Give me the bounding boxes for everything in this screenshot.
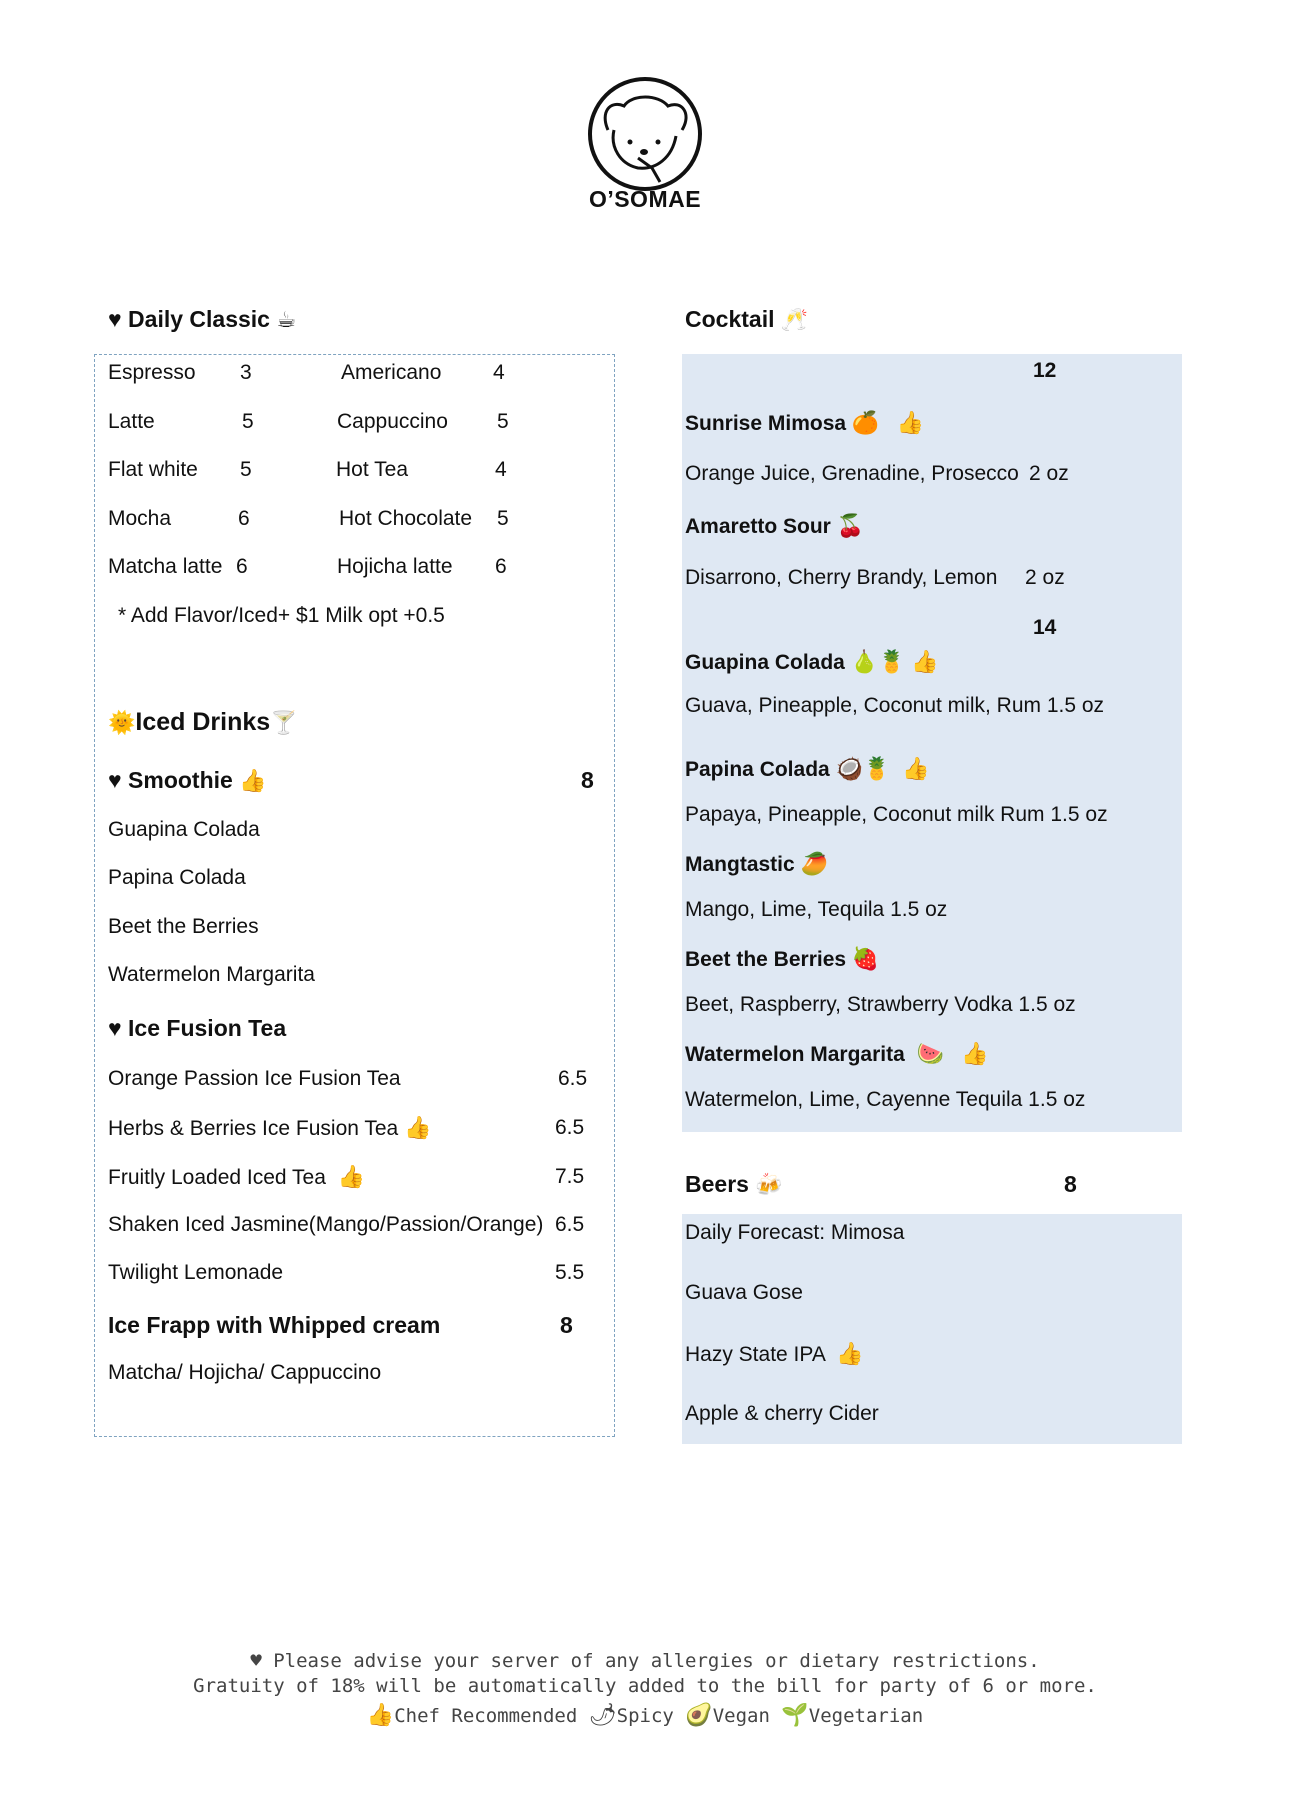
beers-heading <box>685 1171 783 1198</box>
beer-item: Guava Gose <box>685 1281 803 1304</box>
smoothie-item: Guapina Colada <box>108 818 260 841</box>
beer-item <box>685 1342 864 1367</box>
ice-frapp-options: Matcha/ Hojicha/ Cappuccino <box>108 1361 382 1384</box>
legend-label: Vegetarian <box>808 1705 924 1727</box>
smoothie-title: Smoothie <box>128 767 233 793</box>
cocktail-name: Watermelon Margarita <box>685 1043 905 1066</box>
cocktail-name: Sunrise Mimosa <box>685 412 847 435</box>
menu-item-price: 3 <box>240 361 252 384</box>
thumbs-up-icon: 👍 <box>337 1165 365 1190</box>
ice-frapp-price: 8 <box>560 1312 573 1338</box>
thumbs-up-icon: 👍 <box>836 1342 864 1367</box>
menu-item-name: Americano <box>341 361 442 384</box>
seedling-icon: 🌱 <box>781 1703 809 1728</box>
fusion-tea-item: Shaken Iced Jasmine(Mango/Passion/Orange) <box>108 1213 544 1236</box>
smoothie-heading <box>108 767 267 794</box>
menu-item-name: Flat white <box>108 458 198 481</box>
thumbs-up-icon: 👍 <box>896 411 925 436</box>
cocktail-name: Guapina Colada <box>685 651 845 674</box>
cocktail-title: Cocktail <box>685 306 775 332</box>
fusion-tea-item-name: Herbs & Berries Ice Fusion Tea <box>108 1117 399 1140</box>
cocktail-item-name <box>685 514 864 539</box>
cocktail-description: Disarrono, Cherry Brandy, Lemon <box>685 566 998 589</box>
menu-item-name: Hot Tea <box>336 458 408 481</box>
gratuity-notice: Gratuity of 18% will be automatically added to the bill for party of 6 or more. <box>193 1675 1097 1697</box>
menu-item-price: 6 <box>236 555 248 578</box>
strawberry-icon: 🍓 <box>851 947 880 972</box>
thumbs-up-icon: 👍 <box>961 1042 989 1067</box>
cocktail-description: Guava, Pineapple, Coconut milk, Rum 1.5 oz <box>685 694 1105 717</box>
menu-item-name: Latte <box>108 410 155 433</box>
fusion-tea-item: Twilight Lemonade <box>108 1261 284 1284</box>
beer-item-name: Hazy State IPA <box>685 1343 825 1366</box>
legend-label: Vegan <box>712 1705 770 1727</box>
menu-item-price: 6 <box>238 507 250 530</box>
menu-item-price: 4 <box>495 458 507 481</box>
heart-icon: ♥ <box>108 306 122 332</box>
cocktail-name: Amaretto Sour <box>685 515 831 538</box>
legend-label: Chef Recommended <box>394 1705 578 1727</box>
fusion-tea-price: 7.5 <box>555 1165 585 1188</box>
beers-price: 8 <box>1064 1171 1077 1197</box>
thumbs-up-icon: 👍 <box>902 757 930 782</box>
menu-item-name: Espresso <box>108 361 196 384</box>
thumbs-up-icon: 👍 <box>404 1116 432 1141</box>
beer-item: Apple & cherry Cider <box>685 1402 879 1425</box>
legend <box>0 1703 1290 1728</box>
cocktail-name: Mangtastic <box>685 853 795 876</box>
watermelon-icon: 🍉 <box>916 1042 944 1067</box>
fusion-tea-price: 6.5 <box>555 1213 585 1236</box>
heart-icon: ♥ <box>108 1015 122 1041</box>
daily-classic-heading <box>108 306 296 333</box>
cocktail-price-group: 12 <box>1033 359 1057 382</box>
daily-classic-title: Daily Classic <box>128 306 270 332</box>
beer-mugs-icon: 🍻 <box>755 1173 783 1198</box>
fusion-tea-item <box>108 1116 432 1141</box>
cocktail-description: Papaya, Pineapple, Coconut milk Rum 1.5 oz <box>685 803 1108 826</box>
menu-item-price: 5 <box>497 410 509 433</box>
heart-icon: ♥ <box>108 767 122 793</box>
sun-icon: 🌞 <box>108 711 136 736</box>
smoothie-item: Watermelon Margarita <box>108 963 315 986</box>
menu-item-name: Matcha latte <box>108 555 223 578</box>
thumbs-up-icon: 👍 <box>239 769 267 794</box>
fusion-tea-price: 5.5 <box>555 1261 585 1284</box>
cocktail-name: Papina Colada <box>685 758 830 781</box>
cocktail-description: Watermelon, Lime, Cayenne Tequila 1.5 oz <box>685 1088 1086 1111</box>
cocktail-heading <box>685 306 808 333</box>
menu-item-name: Hot Chocolate <box>339 507 473 530</box>
clinking-glasses-icon: 🥂 <box>780 308 809 333</box>
smoothie-item: Papina Colada <box>108 866 246 889</box>
menu-item-price: 5 <box>240 458 252 481</box>
cocktail-description: Mango, Lime, Tequila 1.5 oz <box>685 898 948 921</box>
ice-frapp-title: Ice Frapp with Whipped cream <box>108 1312 441 1338</box>
menu-item-name: Hojicha latte <box>337 555 453 578</box>
fusion-tea-item: Orange Passion Ice Fusion Tea <box>108 1067 401 1090</box>
smoothie-item: Beet the Berries <box>108 915 259 938</box>
ice-fusion-tea-title: Ice Fusion Tea <box>128 1015 287 1041</box>
cocktail-item-name <box>685 947 879 972</box>
fusion-tea-item-name: Fruitly Loaded Iced Tea <box>108 1166 326 1189</box>
beer-item: Daily Forecast: Mimosa <box>685 1221 905 1244</box>
guava-pineapple-icon: 🍐🍍 <box>850 650 906 675</box>
menu-item-name: Mocha <box>108 507 172 530</box>
mango-icon: 🥭 <box>800 852 828 877</box>
legend-label: Spicy <box>616 1705 674 1727</box>
avocado-icon: 🥑 <box>685 1703 713 1728</box>
smoothie-price: 8 <box>581 767 594 793</box>
menu-item-price: 5 <box>242 410 254 433</box>
iced-drinks-heading <box>108 708 298 737</box>
brand-name: O’SOMAE <box>588 186 702 212</box>
cocktail-amount: 2 oz <box>1029 462 1069 485</box>
fusion-tea-item <box>108 1165 365 1190</box>
cocktail-description: Beet, Raspberry, Strawberry Vodka 1.5 oz <box>685 993 1076 1016</box>
fusion-tea-price: 6.5 <box>558 1067 588 1090</box>
iced-drinks-title: Iced Drinks <box>135 708 271 736</box>
chili-pepper-icon: 🌶 <box>588 1703 617 1728</box>
ice-fusion-tea-heading <box>108 1015 286 1042</box>
menu-item-name: Cappuccino <box>337 410 448 433</box>
cocktail-item-name <box>685 411 924 436</box>
cocktail-item-name <box>685 852 828 877</box>
thumbs-up-icon: 👍 <box>366 1703 395 1728</box>
cocktail-name: Beet the Berries <box>685 948 847 971</box>
coconut-pineapple-icon: 🥥🍍 <box>835 757 891 782</box>
add-on-note: * Add Flavor/Iced+ $1 Milk opt +0.5 <box>118 604 445 627</box>
fusion-tea-price: 6.5 <box>555 1116 585 1139</box>
cocktail-glass-icon: 🍸 <box>270 711 298 736</box>
menu-item-price: 5 <box>497 507 509 530</box>
cocktail-item-name <box>685 1042 989 1067</box>
allergy-notice: ♥ Please advise your server of any allergies or dietary restrictions. <box>250 1650 1040 1672</box>
coffee-icon: ☕ <box>276 308 297 333</box>
beers-title: Beers <box>685 1171 749 1197</box>
orange-icon: 🍊 <box>851 411 880 436</box>
menu-item-price: 6 <box>495 555 507 578</box>
cherry-icon: 🍒 <box>836 514 865 539</box>
cocktail-price-group: 14 <box>1033 616 1057 639</box>
menu-item-price: 4 <box>493 361 505 384</box>
cocktail-description: Orange Juice, Grenadine, Prosecco <box>685 462 1019 485</box>
cocktail-item-name <box>685 757 929 782</box>
cocktail-amount: 2 oz <box>1025 566 1065 589</box>
thumbs-up-icon: 👍 <box>911 650 939 675</box>
cocktail-item-name <box>685 650 939 675</box>
